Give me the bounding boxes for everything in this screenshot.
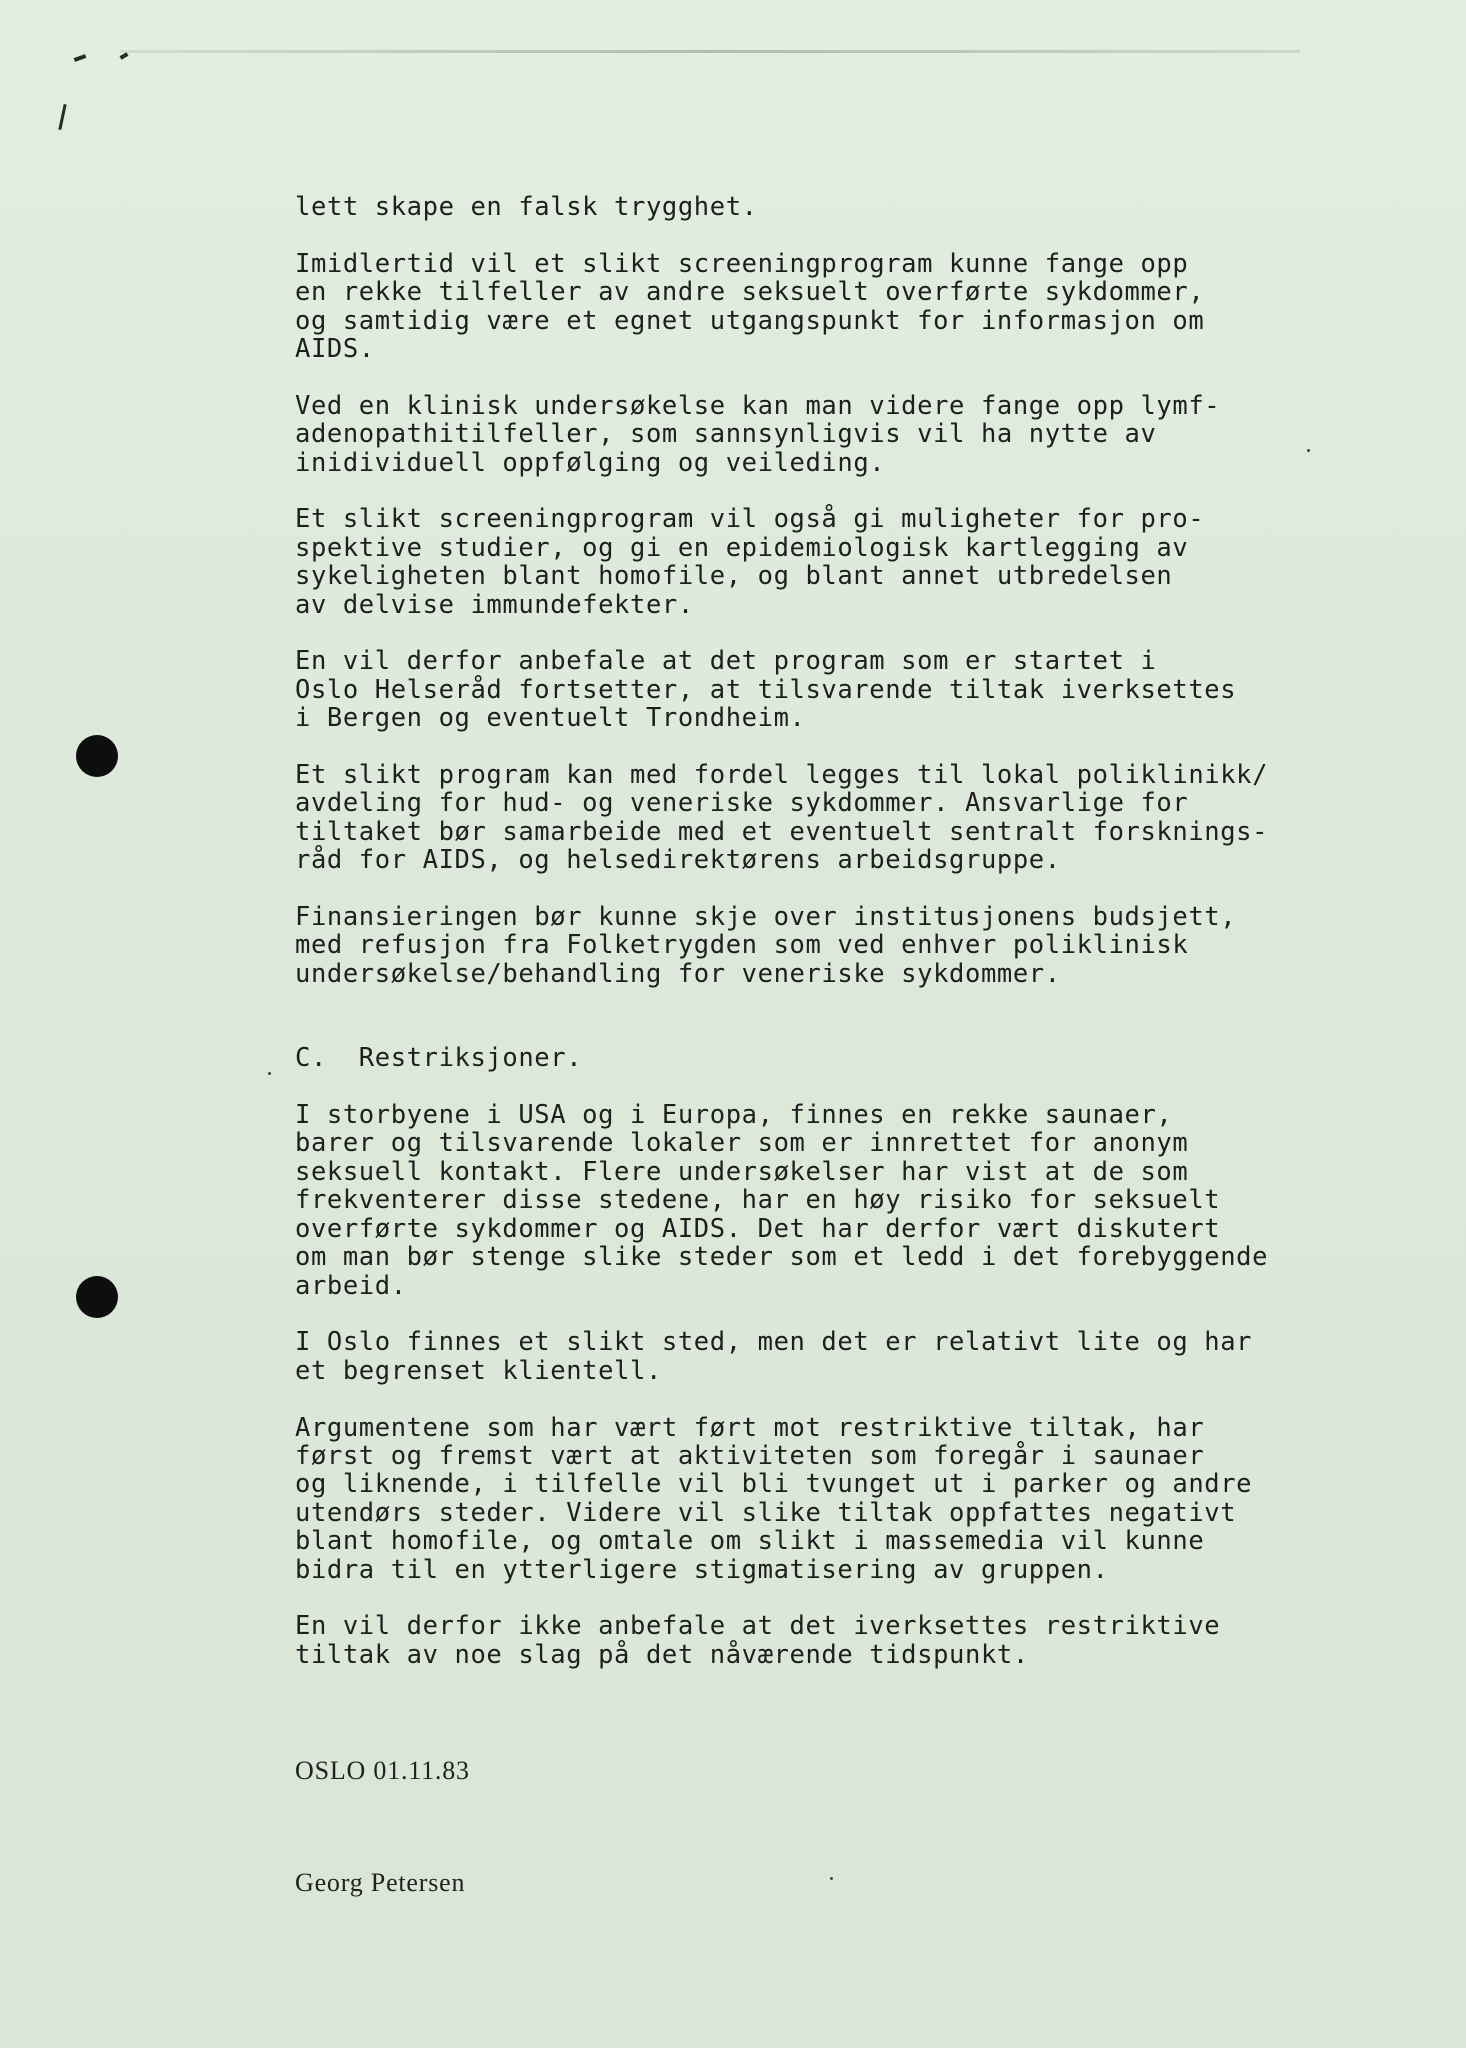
paragraph: I Oslo finnes et slikt sted, men det er relativt lite og har et begrenset klientell. — [295, 1327, 1253, 1386]
page-top-edge — [120, 50, 1300, 53]
paragraph: En vil derfor ikke anbefale at det iverksettes restriktive tiltak av noe slag på det nåværende tidspunkt. — [295, 1611, 1221, 1670]
punch-hole — [76, 1276, 118, 1318]
paragraph: Argumentene som har vært ført mot restriktive tiltak, har først og fremst vært at aktiviteten som foregår i saunaer og liknende, i tilfelle vil bli tvunget ut i parker og andre utendørs steder. Videre vil slike tiltak oppfattes negativt blant homofile, og omtale om slikt i massemedia vil kunne bidra til en ytterligere stigmatisering av gruppen. — [295, 1412, 1253, 1585]
paragraph: Ved en klinisk undersøkelse kan man videre fange opp lymf- adenopathitilfeller, som sannsynligvis vil ha nytte av inidividuell oppfølging og veileding. — [295, 390, 1221, 478]
paragraph: Et slikt screeningprogram vil også gi muligheter for pro- spektive studier, og gi en epidemiologisk kartlegging av sykeligheten blant homofile, og blant annet utbredelsen av delvise immundefekter. — [295, 504, 1205, 620]
paragraph: Et slikt program kan med fordel legges til lokal poliklinikk/ avdeling for hud- og veneriske sykdommer. Ansvarlige for tiltaket bør samarbeide med et eventuelt sentralt forsknings- råd for AIDS, og helsedirektørens arbeidsgruppe. — [295, 760, 1269, 876]
corner-mark — [74, 54, 87, 62]
paragraph: lett skape en falsk trygghet. — [295, 192, 758, 222]
paragraph: Finansieringen bør kunne skje over institusjonens budsjett, med refusjon fra Folketrygden som ved enhver poliklinisk undersøkelse/behandling for veneriske sykdommer. — [295, 902, 1237, 989]
paragraph: En vil derfor anbefale at det program som er startet i Oslo Helseråd fortsetter, at tilsvarende tiltak iverksettes i Bergen og eventuelt Trondheim. — [295, 646, 1237, 734]
speck — [268, 1072, 271, 1075]
paragraph: Imidlertid vil et slikt screeningprogram kunne fange opp en rekke tilfeller av andre seksuelt overførte sykdommer, og samtidig være et egnet utgangspunkt for informasjon om AIDS. — [295, 248, 1205, 365]
corner-mark — [120, 52, 129, 59]
date-line: OSLO 01.11.83 — [295, 1756, 470, 1785]
speck — [830, 1877, 833, 1880]
letter-body — [295, 193, 1405, 1698]
paragraph: I storbyene i USA og i Europa, finnes en rekke saunaer, barer og tilsvarende lokaler som er innrettet for anonym seksuell kontakt. Flere undersøkelser har vist at de som frekventerer disse stedene, har en høy risiko for seksuelt overførte sykdommer og AIDS. Det har derfor vært diskutert om man bør stenge slike steder som et ledd i det forebyggende arbeid. — [295, 1100, 1269, 1301]
signature: Georg Petersen — [295, 1868, 466, 1897]
corner-mark — [58, 104, 66, 130]
section-heading: C. Restriksjoner. — [295, 1043, 583, 1074]
punch-hole — [76, 735, 118, 777]
